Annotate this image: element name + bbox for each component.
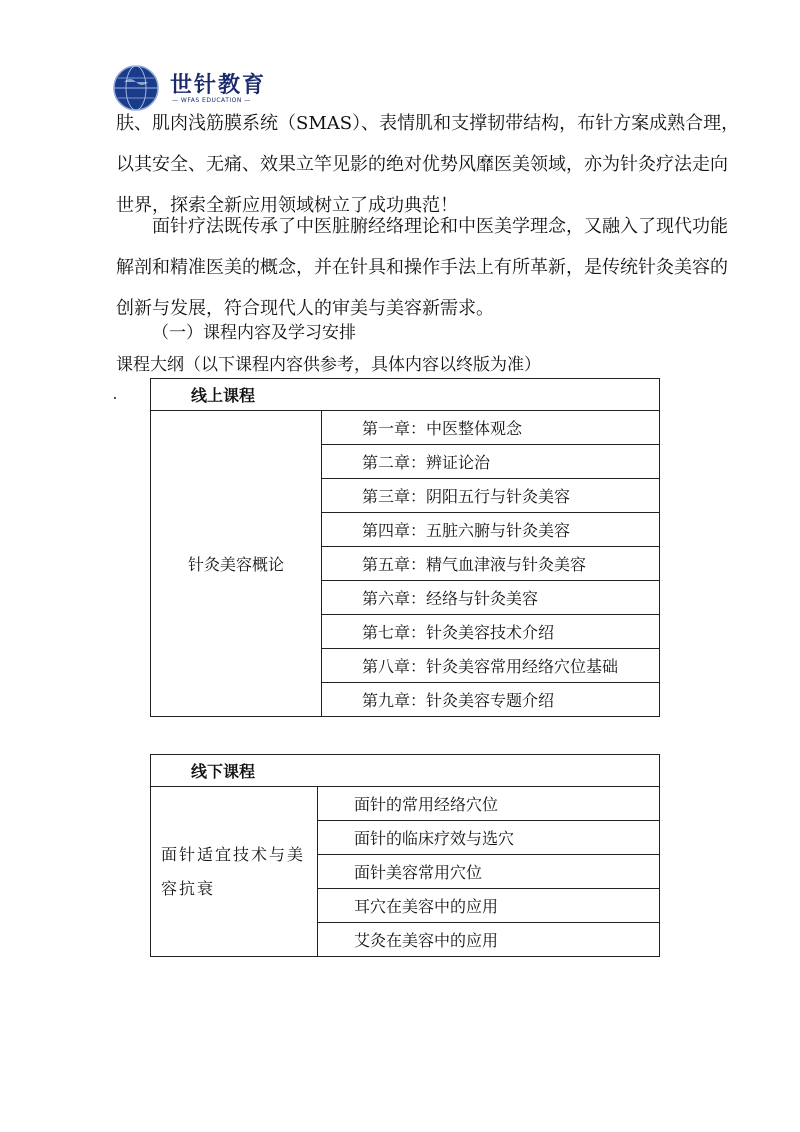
stray-mark (114, 397, 116, 399)
offline-item-cell: 面针的常用经络穴位 (318, 787, 660, 821)
chapter-cell: 第三章：阴阳五行与针灸美容 (322, 479, 660, 513)
paragraph-line: 创新与发展，符合现代人的审美与美容新需求。 (116, 298, 494, 319)
chapter-cell: 第六章：经络与针灸美容 (322, 581, 660, 615)
chapter-cell: 第五章：精气血津液与针灸美容 (322, 547, 660, 581)
chapter-cell: 第四章：五脏六腑与针灸美容 (322, 513, 660, 547)
offline-item-cell: 面针美容常用穴位 (318, 855, 660, 889)
chapter-cell: 第二章：辨证论治 (322, 445, 660, 479)
chapter-cell: 第八章：针灸美容常用经络穴位基础 (322, 649, 660, 683)
paragraph-line: 面针疗法既传承了中医脏腑经络理论和中医美学理念，又融入了现代功能 (152, 216, 728, 237)
online-table-header: 线上课程 (151, 379, 660, 411)
offline-item-cell: 面针的临床疗效与选穴 (318, 821, 660, 855)
syllabus-note: 课程大纲（以下课程内容供参考，具体内容以终版为准） (116, 355, 541, 375)
offline-item-cell: 艾灸在美容中的应用 (318, 923, 660, 957)
logo-subtitle: — WFAS EDUCATION — (172, 97, 251, 104)
online-module-name: 针灸美容概论 (151, 411, 322, 717)
offline-item-cell: 耳穴在美容中的应用 (318, 889, 660, 923)
chapter-cell: 第一章：中医整体观念 (322, 411, 660, 445)
paragraph-2 (116, 206, 728, 329)
online-course-table (150, 378, 660, 717)
paragraph-line: 以其安全、无痛、效果立竿见影的绝对优势风靡医美领域，亦为针灸疗法走向 (116, 154, 728, 175)
chapter-cell: 第七章：针灸美容技术介绍 (322, 615, 660, 649)
paragraph-line: 世界，探索全新应用领域树立了成功典范！ (116, 195, 458, 216)
offline-module-name: 面针适宜技术与美容抗衰 (151, 787, 318, 957)
logo-name: 世针教育 (170, 73, 267, 98)
chapter-cell: 第九章：针灸美容专题介绍 (322, 683, 660, 717)
paragraph-line: 肤、肌肉浅筋膜系统（SMAS）、表情肌和支撑韧带结构，布针方案成熟合理， (116, 113, 740, 134)
offline-table-header: 线下课程 (151, 755, 660, 787)
section-heading: （一）课程内容及学习安排 (152, 323, 356, 343)
paragraph-line: 解剖和精准医美的概念，并在针具和操作手法上有所革新，是传统针灸美容的 (116, 257, 728, 278)
offline-course-table (150, 754, 660, 957)
